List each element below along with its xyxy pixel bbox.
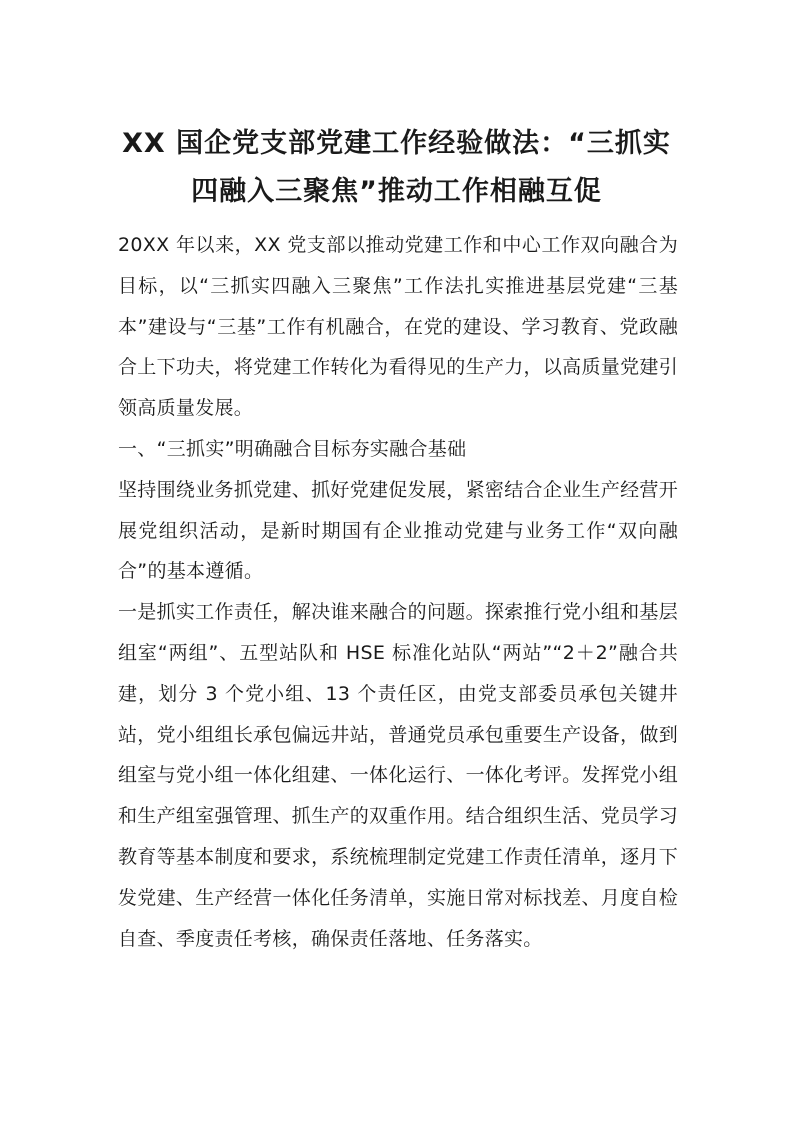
title-line-2: 四融入三聚焦”推动工作相融互促 bbox=[191, 176, 602, 207]
intro-paragraph: 20XX 年以来，XX 党支部以推动党建工作和中心工作双向融合为目标，以“三抓实四融入三聚焦”工作法扎实推进基层党建“三基本”建设与“三基”工作有机融合，在党的建设、学习教育、党政融合上下功夫，将党建工作转化为看得见的生产力，以高质量党建引领高质量发展。 bbox=[118, 234, 678, 420]
document-title bbox=[100, 120, 693, 216]
section-1-point-1-paragraph: 一是抓实工作责任，解决谁来融合的问题。探索推行党小组和基层组室“两组”、五型站队和 HSE 标准化站队“两站”“2＋2”融合共建，划分 3 个党小组、13 个责任区，由党支部委员承包关键井站，党小组组长承包偏远井站，普通党员承包重要生产设备，做到组室与党小组一体化组建、一体化运行、一体化考评。发挥党小组和生产组室强管理、抓生产的双重作用。结合组织生活、党员学习教育等基本制度和要求，系统梳理制定党建工作责任清单，逐月下发党建、生产经营一体化任务清单，实施日常对标找差、月度自检自查、季度责任考核，确保责任落地、任务落实。 bbox=[118, 601, 678, 950]
title-line-1: XX 国企党支部党建工作经验做法：“三抓实 bbox=[122, 128, 671, 159]
document-body bbox=[118, 225, 678, 959]
section-heading-1: 一、“三抓实”明确融合目标夯实融合基础 bbox=[118, 437, 467, 460]
section-1-paragraph: 坚持围绕业务抓党建、抓好党建促发展，紧密结合企业生产经营开展党组织活动，是新时期国有企业推动党建与业务工作“双向融合”的基本遵循。 bbox=[118, 478, 678, 583]
